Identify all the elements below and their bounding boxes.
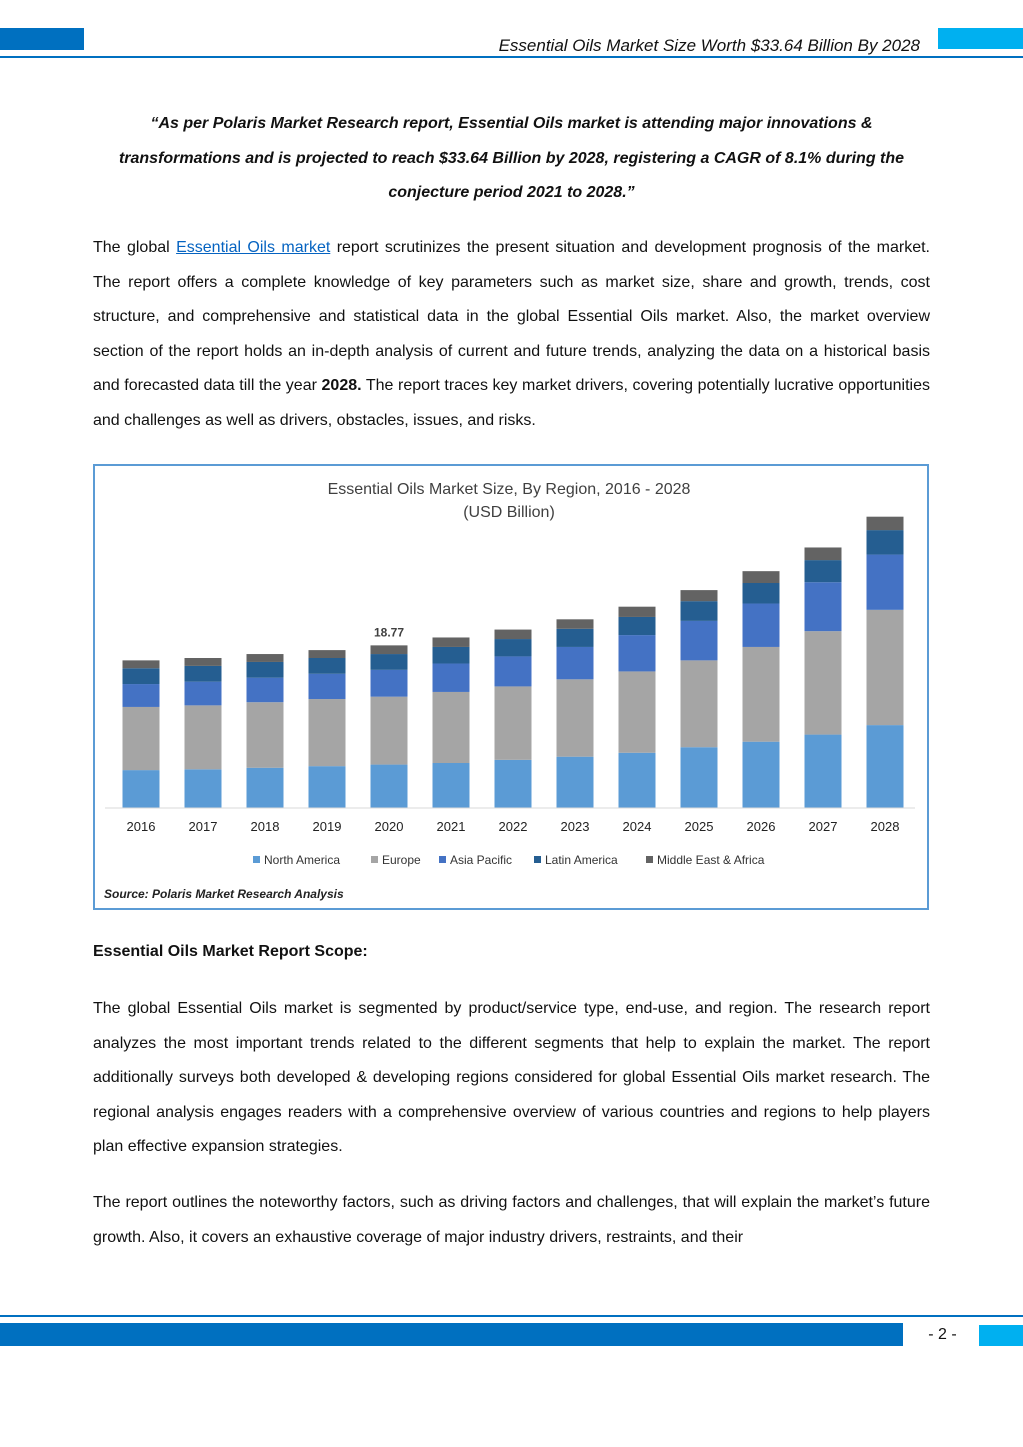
x-tick-2024: 2024	[622, 819, 652, 834]
legend-label: Europe	[382, 853, 421, 867]
legend-swatch	[371, 856, 378, 863]
bar-segment-2022-latin-america	[495, 639, 532, 656]
legend-swatch	[534, 856, 541, 863]
x-axis-ticks	[127, 819, 900, 834]
bar-segment-2018-north-america	[247, 768, 284, 808]
bar-segment-2024-asia-pacific	[619, 635, 656, 671]
bar-segment-2016-middle-east-africa	[123, 660, 160, 668]
x-tick-2021: 2021	[436, 819, 466, 834]
bar-segment-2028-middle-east-africa	[867, 517, 904, 530]
bar-segment-2017-latin-america	[185, 666, 222, 682]
bar-segment-2020-north-america	[371, 765, 408, 808]
bar-segment-2024-middle-east-africa	[619, 607, 656, 617]
chart-bars	[123, 517, 904, 808]
bar-segment-2019-europe	[309, 699, 346, 766]
bar-segment-2017-middle-east-africa	[185, 658, 222, 666]
x-tick-2028: 2028	[870, 819, 900, 834]
bar-segment-2018-asia-pacific	[247, 678, 284, 702]
bar-segment-2026-latin-america	[743, 583, 780, 604]
x-tick-2020: 2020	[374, 819, 404, 834]
pull-quote	[93, 107, 930, 211]
bar-segment-2016-latin-america	[123, 668, 160, 684]
legend-item-asia-pacific	[439, 853, 512, 867]
bar-segment-2026-europe	[743, 647, 780, 742]
chart-title: Essential Oils Market Size, By Region, 2016 - 2028	[327, 481, 691, 498]
bar-segment-2025-asia-pacific	[681, 621, 718, 660]
header-title: Essential Oils Market Size Worth $33.64 Billion By 2028	[498, 36, 920, 55]
bar-segment-2017-north-america	[185, 769, 222, 808]
x-tick-2018: 2018	[250, 819, 280, 834]
bar-segment-2018-europe	[247, 702, 284, 768]
essential-oils-market-link[interactable]: Essential Oils market	[176, 239, 331, 256]
legend-label: North America	[264, 853, 341, 867]
bar-segment-2016-asia-pacific	[123, 684, 160, 707]
x-tick-2023: 2023	[560, 819, 590, 834]
bar-segment-2021-europe	[433, 692, 470, 763]
bar-segment-2022-asia-pacific	[495, 656, 532, 686]
header-accent-right	[938, 28, 1023, 49]
header-accent-left	[0, 28, 84, 50]
bar-segment-2027-latin-america	[805, 560, 842, 582]
bar-segment-2027-north-america	[805, 735, 842, 808]
legend-item-latin-america	[534, 853, 618, 867]
scope-paragraph-1: The global Essential Oils market is segmented by product/service type, end-use, and region. The research report analyzes the most important trends related to the different segments that help to explain the market. The report additionally surveys both developed & developing regions considered for global Essential Oils market research. The regional analysis engages readers with a comprehensive overview of various countries and regions to help players plan effective expansion strategies.	[93, 1000, 930, 1156]
bar-segment-2016-europe	[123, 707, 160, 770]
bar-segment-2026-asia-pacific	[743, 604, 780, 647]
bar-segment-2025-north-america	[681, 747, 718, 808]
bar-segment-2020-latin-america	[371, 654, 408, 670]
legend-label: Latin America	[545, 853, 618, 867]
market-size-chart	[93, 464, 929, 910]
pull-quote-line-3: conjecture period 2021 to 2028.”	[388, 184, 635, 201]
bar-segment-2021-north-america	[433, 763, 470, 808]
bar-segment-2017-europe	[185, 705, 222, 769]
pull-quote-line-1: “As per Polaris Market Research report, Essential Oils market is attending major innovations &	[150, 115, 873, 132]
legend-item-middle-east-africa	[646, 853, 765, 867]
x-tick-2026: 2026	[746, 819, 776, 834]
chart-canvas	[95, 466, 927, 908]
bar-segment-2024-europe	[619, 671, 656, 752]
bar-segment-2025-latin-america	[681, 601, 718, 621]
legend-label: Middle East & Africa	[657, 853, 765, 867]
bar-segment-2028-latin-america	[867, 530, 904, 554]
bar-segment-2022-middle-east-africa	[495, 630, 532, 639]
legend-item-north-america	[253, 853, 340, 867]
bar-segment-2023-middle-east-africa	[557, 619, 594, 628]
bar-segment-2023-north-america	[557, 757, 594, 808]
bar-segment-2026-middle-east-africa	[743, 571, 780, 583]
intro-year: 2028.	[321, 377, 362, 395]
bar-segment-2028-asia-pacific	[867, 555, 904, 610]
footer-rule	[0, 1315, 1023, 1317]
footer-accent-right	[979, 1325, 1023, 1346]
bar-segment-2023-asia-pacific	[557, 647, 594, 679]
bar-segment-2028-europe	[867, 610, 904, 725]
bar-segment-2020-europe	[371, 697, 408, 765]
scope-paragraph-2: The report outlines the noteworthy factors, such as driving factors and challenges, that will explain the market’s future growth. Also, it covers an exhaustive coverage of major industry drivers, restraints, and their	[93, 1194, 930, 1246]
chart-subtitle: (USD Billion)	[463, 504, 555, 521]
x-tick-2027: 2027	[808, 819, 838, 834]
header-rule	[0, 56, 1023, 58]
page-number: - 2 -	[928, 1326, 957, 1343]
intro-text-middle: report scrutinizes the present situation and development prognosis of the market. The report offers a complete knowledge of key parameters such as market size, share and growth, trends, cost structure, and comprehensive and statistical data in the global Essential Oils market. Also, the market overview section of the report holds an in-depth analysis of current and future trends, analyzing the data on a historical basis and forecasted data till the year	[93, 239, 931, 395]
bar-segment-2027-europe	[805, 631, 842, 734]
chart-legend	[253, 853, 765, 867]
bar-segment-2021-middle-east-africa	[433, 637, 470, 646]
bar-segment-2019-middle-east-africa	[309, 650, 346, 658]
bar-segment-2016-north-america	[123, 770, 160, 808]
intro-paragraph	[93, 231, 930, 439]
bar-segment-2024-latin-america	[619, 617, 656, 635]
bar-segment-2025-europe	[681, 660, 718, 747]
bar-segment-2020-middle-east-africa	[371, 645, 408, 654]
legend-swatch	[646, 856, 653, 863]
bar-segment-2017-asia-pacific	[185, 682, 222, 706]
data-label-2020: 18.77	[373, 625, 405, 640]
chart-source: Source: Polaris Market Research Analysis	[104, 887, 344, 901]
bar-segment-2021-asia-pacific	[433, 664, 470, 692]
bar-segment-2018-middle-east-africa	[247, 654, 284, 662]
bar-segment-2027-asia-pacific	[805, 582, 842, 631]
bar-segment-2019-north-america	[309, 766, 346, 808]
bar-segment-2025-middle-east-africa	[681, 590, 718, 601]
bar-segment-2024-north-america	[619, 753, 656, 808]
x-tick-2017: 2017	[188, 819, 218, 834]
bar-segment-2022-europe	[495, 686, 532, 759]
pull-quote-line-2: transformations and is projected to reach $33.64 Billion by 2028, registering a CAGR of 8.1% during the	[118, 149, 905, 167]
x-tick-2019: 2019	[312, 819, 342, 834]
bar-segment-2021-latin-america	[433, 647, 470, 664]
legend-swatch	[253, 856, 260, 863]
bar-segment-2022-north-america	[495, 760, 532, 808]
legend-label: Asia Pacific	[450, 853, 513, 867]
x-tick-2016: 2016	[126, 819, 156, 834]
intro-text-end: The report traces key market drivers, covering potentially lucrative opportunities and challenges as well as drivers, obstacles, issues, and risks.	[93, 377, 930, 429]
scope-heading: Essential Oils Market Report Scope:	[93, 943, 368, 960]
bar-segment-2019-latin-america	[309, 658, 346, 674]
intro-text-start: The global	[93, 239, 177, 256]
bar-segment-2019-asia-pacific	[309, 674, 346, 699]
bar-segment-2028-north-america	[867, 725, 904, 808]
bar-segment-2018-latin-america	[247, 662, 284, 678]
x-tick-2022: 2022	[498, 819, 528, 834]
bar-segment-2026-north-america	[743, 742, 780, 808]
bar-segment-2027-middle-east-africa	[805, 547, 842, 560]
footer-bar	[0, 1323, 903, 1346]
legend-swatch	[439, 856, 446, 863]
bar-segment-2023-latin-america	[557, 629, 594, 647]
legend-item-europe	[371, 853, 421, 867]
x-tick-2025: 2025	[684, 819, 714, 834]
bar-segment-2023-europe	[557, 679, 594, 756]
bar-segment-2020-asia-pacific	[371, 670, 408, 697]
